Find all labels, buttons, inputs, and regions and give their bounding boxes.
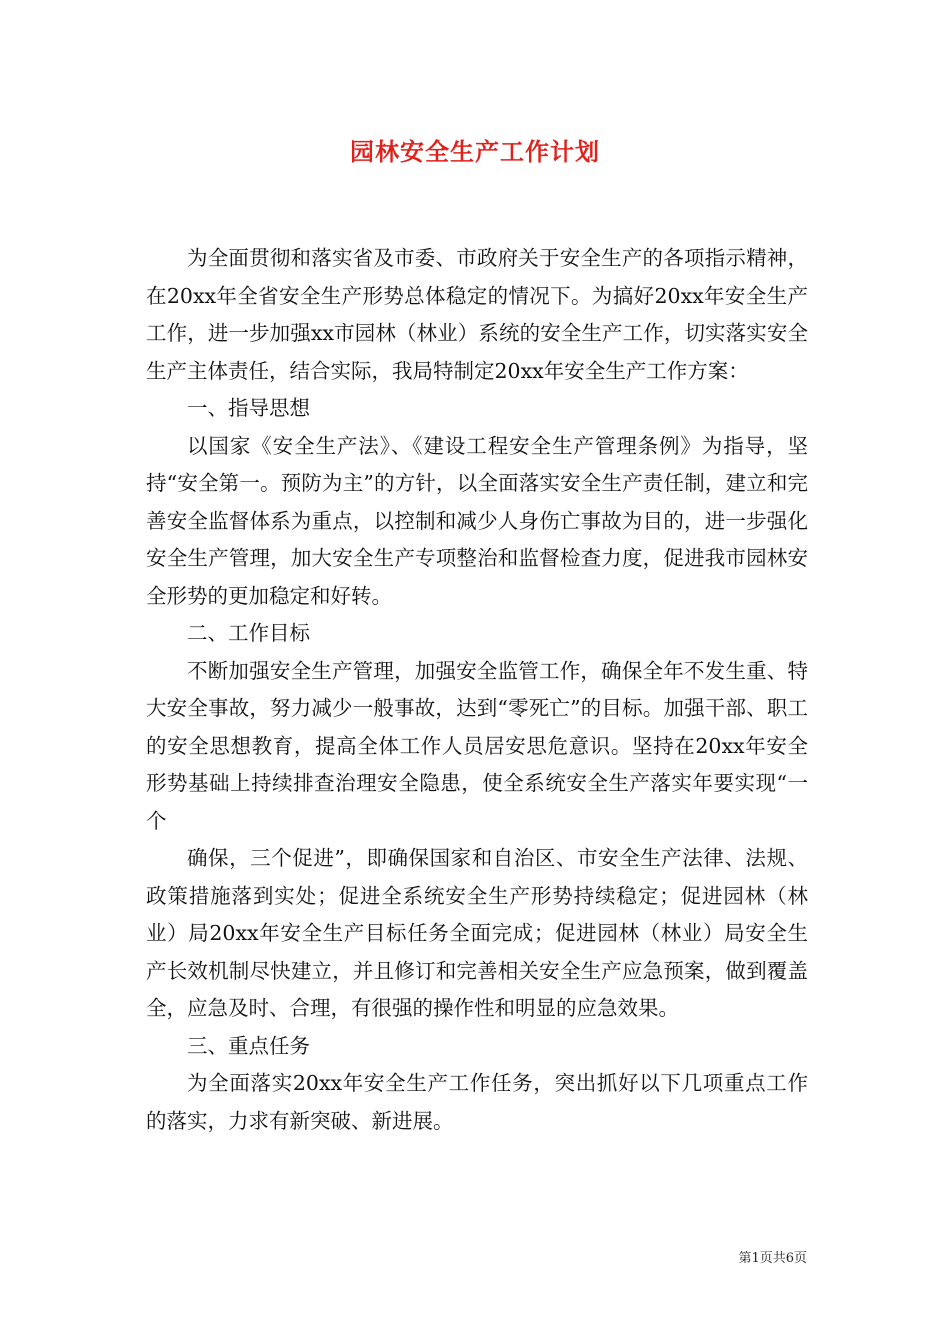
paragraph-key-tasks: 为全面落实20xx年安全生产工作任务，突出抓好以下几项重点工作的落实，力求有新突破、新进展。: [146, 1071, 808, 1133]
paragraph-guiding-ideology: 以国家《安全生产法》、《建设工程安全生产管理条例》为指导，坚持“安全第一。预防为主”的方针，以全面落实安全生产责任制，建立和完善安全监督体系为重点，以控制和减少人身伤亡事故为目的，进一步强化安全生产管理，加大安全生产专项整治和监督检查力度，促进我市园林安全形势的更加稳定和好转。: [146, 433, 808, 608]
paragraph-work-goals: 不断加强安全生产管理，加强安全监管工作，确保全年不发生重、特大安全事故，努力减少一般事故，达到“零死亡”的目标。加强干部、职工的安全思想教育，提高全体工作人员居安思危意识。坚持在20xx年安全形势基础上持续排查治理安全隐患，使全系统安全生产落实年要实现“一个: [146, 658, 808, 833]
paragraph-work-goals-continued: 确保，三个促进”，即确保国家和自治区、市安全生产法律、法规、政策措施落到实处；促进全系统安全生产形势持续稳定；促进园林（林业）局20xx年安全生产目标任务全面完成；促进园林（林业）局安全生产长效机制尽快建立，并且修订和完善相关安全生产应急预案，做到覆盖全，应急及时、合理，有很强的操作性和明显的应急效果。: [146, 846, 808, 1020]
section-heading-guiding-ideology: 一、指导思想: [187, 396, 310, 420]
section-heading-key-tasks: 三、重点任务: [187, 1033, 310, 1058]
page-number: 第1页共6页: [738, 1251, 807, 1266]
document-title: 园林安全生产工作计划: [350, 137, 600, 166]
paragraph-intro: 为全面贯彻和落实省及市委、市政府关于安全生产的各项指示精神，在20xx年全省安全生产形势总体稳定的情况下。为搞好20xx年安全生产工作，进一步加强xx市园林（林业）系统的安全生产工作，切实落实安全生产主体责任，结合实际，我局特制定20xx年安全生产工作方案：: [146, 246, 808, 383]
section-heading-work-goals: 二、工作目标: [187, 621, 310, 645]
document-body: [146, 240, 808, 1140]
